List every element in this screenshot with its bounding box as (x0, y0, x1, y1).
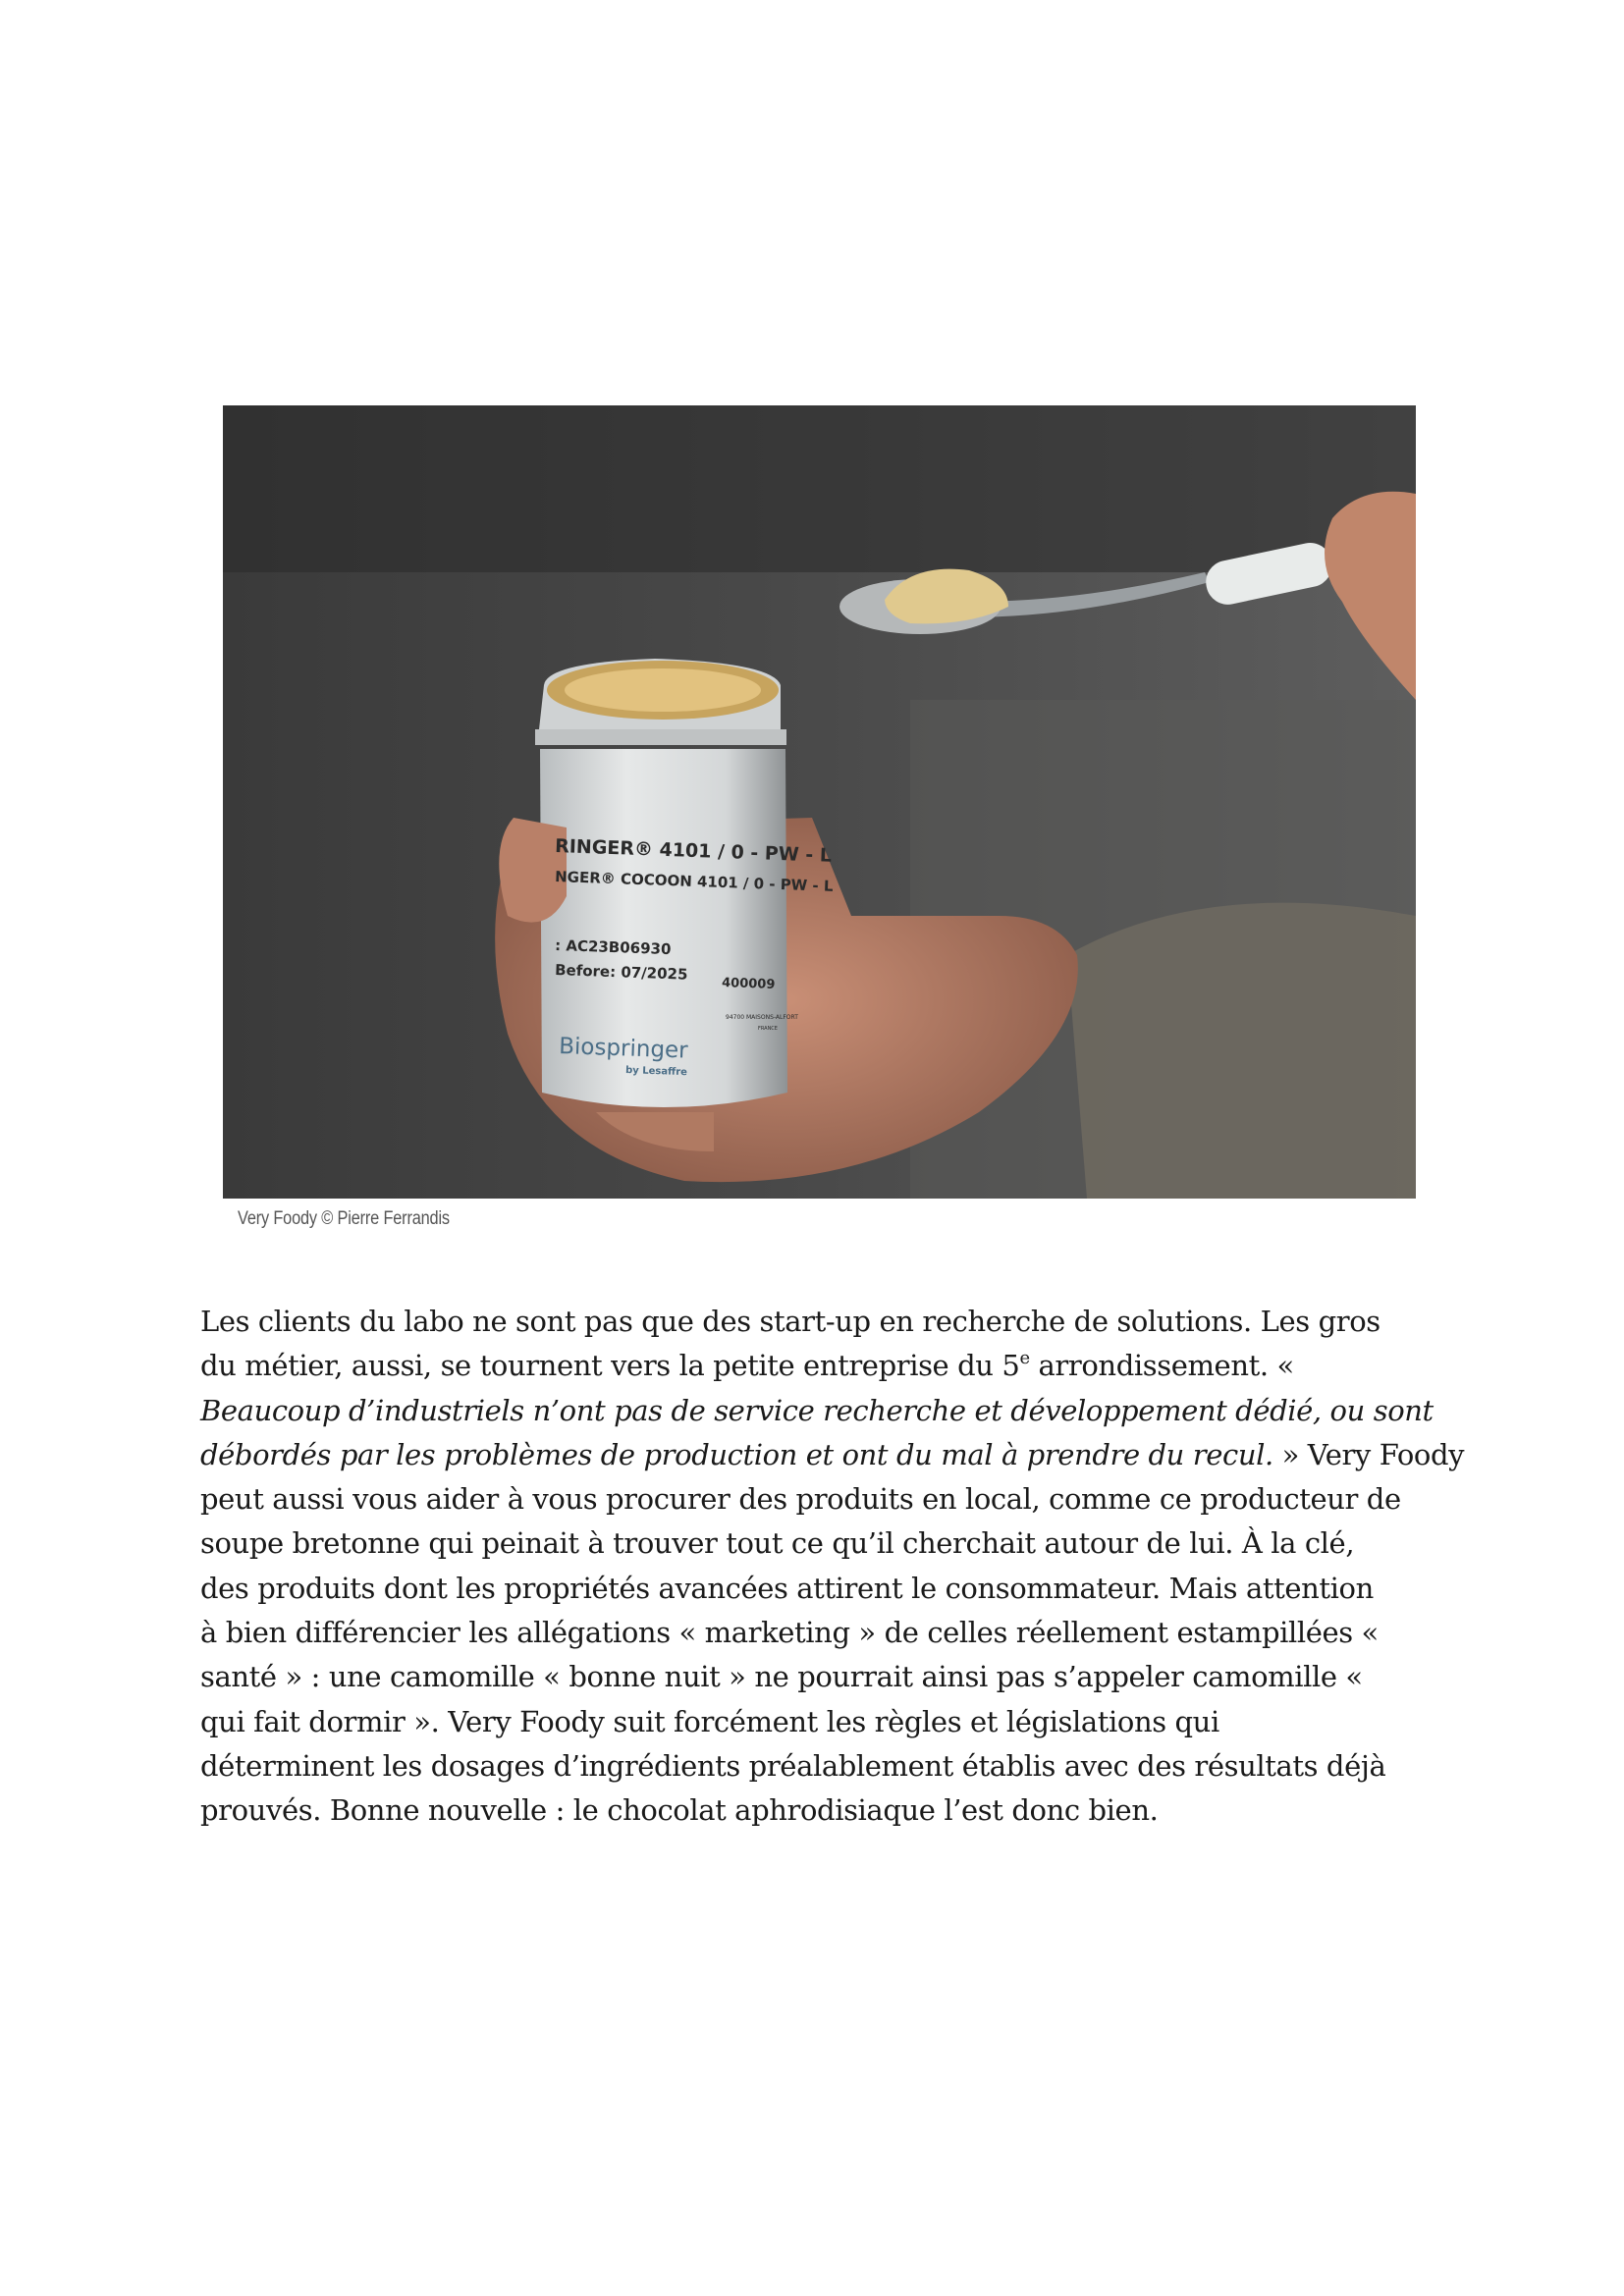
article-quote-line: Beaucoup d’industriels n’ont pas de service recherche et développement dédié, ou sont (200, 1393, 1434, 1427)
article-line: Les clients du labo ne sont pas que des start-up en recherche de solutions. Les gros (200, 1305, 1380, 1338)
jar-label-line3: : AC23B06930 (554, 936, 672, 959)
article-line: du métier, aussi, se tournent vers la petite entreprise du 5e arrondissement. « (200, 1347, 1294, 1383)
jar-label-line4: Before: 07/2025 (554, 961, 688, 984)
jar-brand-logo: Biospringer (558, 1034, 689, 1064)
jar-label-country: FRANCE (758, 1026, 778, 1032)
article-line: soupe bretonne qui peinait à trouver tout ce qu’il cherchait autour de lui. À la clé, (200, 1526, 1355, 1561)
jar-brand-sub: by Lesaffre (624, 1065, 688, 1079)
jar-label-line1: RINGER® 4101 / 0 - PW - L (554, 835, 833, 867)
jar-label-code: 400009 (721, 976, 776, 992)
photo-caption: Very Foody © Pierre Ferrandis (238, 1208, 450, 1229)
article-line: qui fait dormir ». Very Foody suit forcément les règles et législations qui (200, 1704, 1219, 1738)
article-quote-line: débordés par les problèmes de production et ont du mal à prendre du recul. » Very Foody (200, 1437, 1465, 1471)
jar-label-address: 94700 MAISONS-ALFORT (726, 1014, 798, 1021)
article-line: déterminent les dosages d’ingrédients préalablement établis avec des résultats déjà (200, 1748, 1386, 1783)
jar-and-spoon-illustration (223, 405, 1416, 1199)
article-line: à bien différencier les allégations « marketing » de celles réellement estampillées « (200, 1616, 1379, 1650)
article-line: peut aussi vous aider à vous procurer des produits en local, comme ce producteur de (200, 1482, 1401, 1517)
article-photo (223, 405, 1416, 1199)
jar-label-line2: NGER® COCOON 4101 / 0 - PW - L (554, 868, 834, 895)
article-paragraph (200, 1300, 1465, 1834)
article-line: prouvés. Bonne nouvelle : le chocolat aphrodisiaque l’est donc bien. (200, 1793, 1159, 1828)
article-line: des produits dont les propriétés avancées attirent le consommateur. Mais attention (200, 1571, 1374, 1605)
article-line: santé » : une camomille « bonne nuit » ne pourrait ainsi pas s’appeler camomille « (200, 1660, 1363, 1694)
